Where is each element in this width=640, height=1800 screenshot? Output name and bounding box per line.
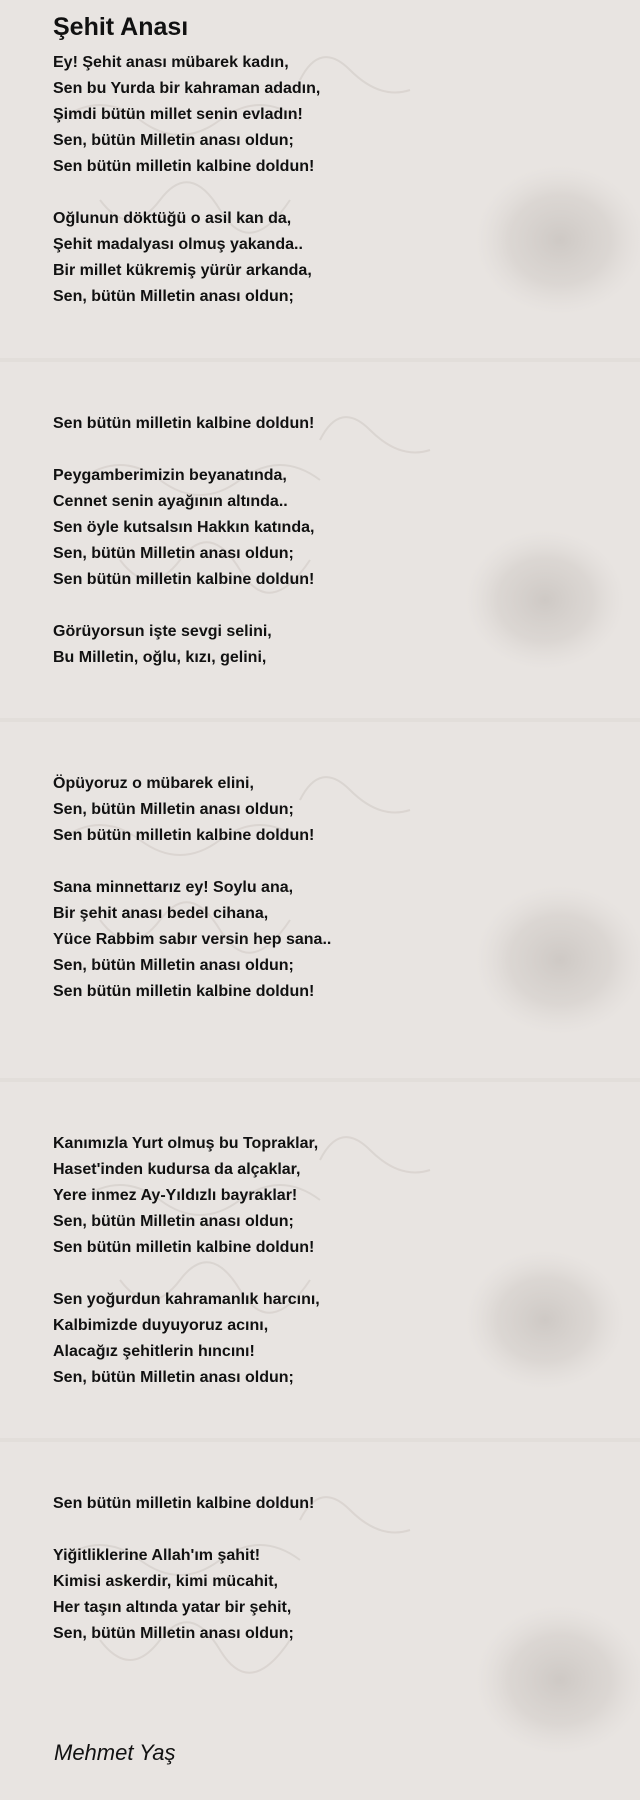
poem-line: Şehit madalyası olmuş yakanda.. [53, 236, 303, 253]
poem-line: Sen, bütün Milletin anası oldun; [53, 132, 294, 149]
poem-line: Sen bütün milletin kalbine doldun! [53, 158, 315, 175]
poem-line: Yüce Rabbim sabır versin hep sana.. [53, 931, 332, 948]
poem-line: Sen, bütün Milletin anası oldun; [53, 1369, 294, 1386]
stanza [53, 1491, 314, 1517]
stanza [53, 463, 314, 593]
poem-author: Mehmet Yaş [54, 1740, 176, 1765]
poem-line: Ey! Şehit anası mübarek kadın, [53, 54, 289, 71]
stanza [53, 771, 314, 849]
poem-line: Sen bu Yurda bir kahraman adadın, [53, 80, 321, 97]
poem-line: Yere inmez Ay-Yıldızlı bayraklar! [53, 1187, 298, 1204]
poem-line: Sen, bütün Milletin anası oldun; [53, 957, 294, 974]
poem-line: Cennet senin ayağının altında.. [53, 493, 288, 510]
poem-line: Sen, bütün Milletin anası oldun; [53, 288, 294, 305]
stanza [53, 875, 331, 1005]
poem-line: Sen bütün milletin kalbine doldun! [53, 1239, 315, 1256]
poem-line: Görüyorsun işte sevgi selini, [53, 623, 272, 640]
stanza [53, 1131, 318, 1261]
stanza [53, 1287, 320, 1391]
poem-line: Sen, bütün Milletin anası oldun; [53, 1625, 294, 1642]
poem-line: Sen, bütün Milletin anası oldun; [53, 1213, 294, 1230]
stanza [53, 411, 314, 437]
poem-line: Sen bütün milletin kalbine doldun! [53, 827, 315, 844]
poem-line: Sen, bütün Milletin anası oldun; [53, 801, 294, 818]
stanza [53, 206, 312, 310]
poem-line: Öpüyoruz o mübarek elini, [53, 775, 254, 792]
poem-line: Alacağız şehitlerin hıncını! [53, 1343, 255, 1360]
poem-line: Oğlunun döktüğü o asil kan da, [53, 210, 292, 227]
poem-line: Yiğitliklerine Allah'ım şahit! [53, 1547, 261, 1564]
poem-line: Bir şehit anası bedel cihana, [53, 905, 269, 922]
poem-line: Sen bütün milletin kalbine doldun! [53, 415, 315, 432]
poem-line: Peygamberimizin beyanatında, [53, 467, 287, 484]
poem-line: Sana minnettarız ey! Soylu ana, [53, 879, 294, 896]
poem-line: Sen bütün milletin kalbine doldun! [53, 983, 315, 1000]
poem-line: Sen yoğurdun kahramanlık harcını, [53, 1291, 320, 1308]
poem-line: Bir millet kükremiş yürür arkanda, [53, 262, 312, 279]
stanza [53, 50, 320, 180]
stanza [53, 619, 272, 671]
poem-line: Bu Milletin, oğlu, kızı, gelini, [53, 649, 267, 666]
poem-line: Haset'inden kudursa da alçaklar, [53, 1161, 301, 1178]
stanza [53, 1543, 294, 1647]
poem-line: Sen, bütün Milletin anası oldun; [53, 545, 294, 562]
poem-line: Sen bütün milletin kalbine doldun! [53, 1495, 315, 1512]
poem-line: Kanımızla Yurt olmuş bu Topraklar, [53, 1135, 319, 1152]
poem-line: Şimdi bütün millet senin evladın! [53, 106, 303, 123]
poem-title: Şehit Anası [53, 13, 189, 41]
poem-line: Sen bütün milletin kalbine doldun! [53, 571, 315, 588]
poem-line: Kalbimizde duyuyoruz acını, [53, 1317, 269, 1334]
poem-line: Her taşın altında yatar bir şehit, [53, 1599, 292, 1616]
poem-line: Sen öyle kutsalsın Hakkın katında, [53, 519, 315, 536]
poem-line: Kimisi askerdir, kimi mücahit, [53, 1573, 278, 1590]
